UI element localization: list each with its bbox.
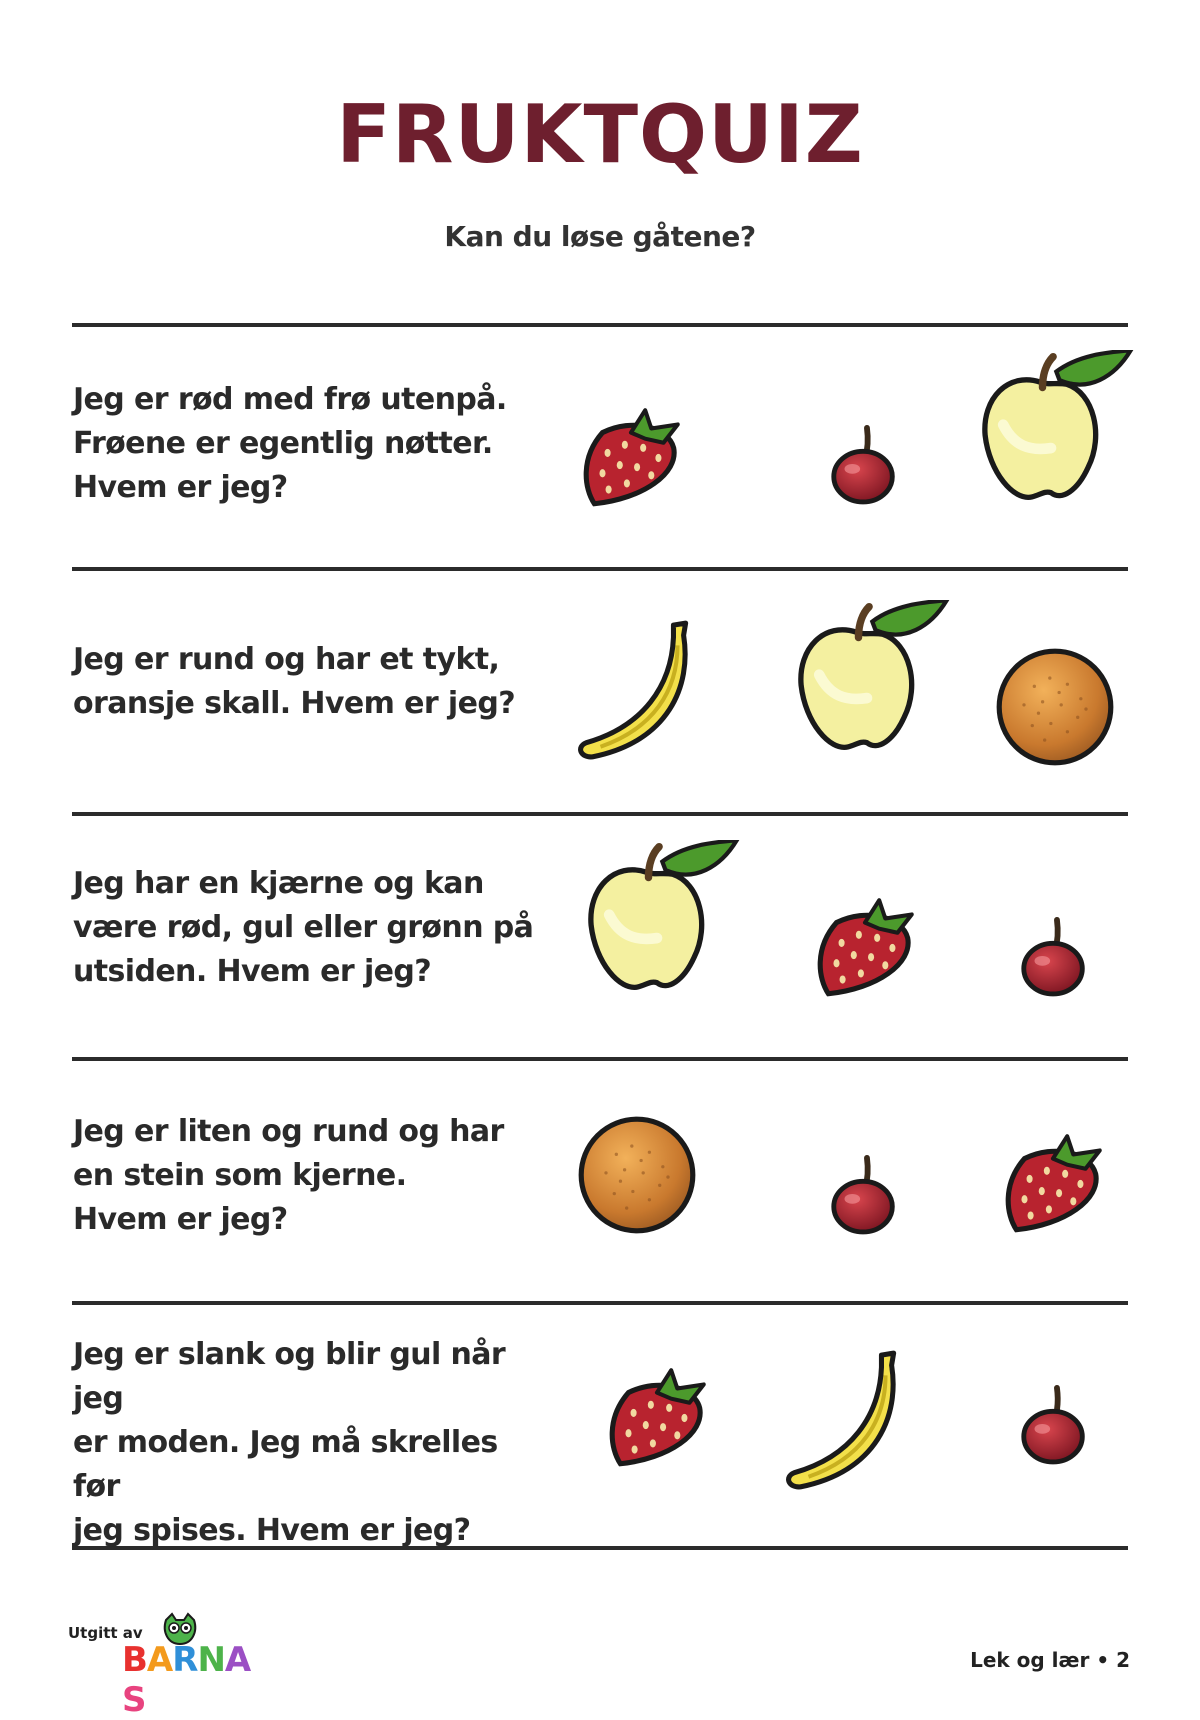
apple-icon[interactable] [572,840,742,1000]
question-5-text: Jeg er slank og blir gul når jeg er moden. Jeg må skrelles før jeg spises. Hvem er jeg? [73,1337,506,1548]
apple-icon[interactable] [782,600,952,760]
divider [72,323,1128,327]
publisher-prefix: Utgitt av [68,1624,143,1642]
cherry-icon[interactable] [1016,1378,1094,1466]
orange-icon[interactable] [993,645,1117,769]
publisher-logo [68,1618,268,1720]
logo-letter: A [224,1640,251,1680]
orange-icon[interactable] [575,1113,699,1237]
question-1-text: Jeg er rød med frø utenpå. Frøene er egentlig nøtter. Hvem er jeg? [73,382,507,505]
strawberry-icon[interactable] [598,1362,720,1474]
divider [72,1057,1128,1061]
cherry-icon[interactable] [826,1148,904,1236]
page-label: Lek og lær • 2 [970,1648,1130,1672]
divider [72,812,1128,816]
question-2-text: Jeg er rund og har et tykt, oransje skall. Hvem er jeg? [73,642,516,721]
banana-icon[interactable] [780,1345,912,1497]
strawberry-icon[interactable] [806,892,928,1004]
cherry-icon[interactable] [1016,910,1094,998]
divider [72,567,1128,571]
strawberry-icon[interactable] [994,1128,1116,1240]
logo-letter: S [122,1680,146,1720]
logo-letter: N [197,1640,225,1680]
divider [72,1301,1128,1305]
question-3-text: Jeg har en kjærne og kan være rød, gul eller grønn på utsiden. Hvem er jeg? [73,866,534,989]
strawberry-icon[interactable] [572,402,694,514]
page-title: FRUKTQUIZ [336,88,864,181]
banana-icon[interactable] [572,615,704,767]
page-subtitle: Kan du løse gåtene? [444,220,756,253]
logo-letter: A [146,1640,173,1680]
publisher-name [122,1640,268,1720]
logo-letter: B [122,1640,147,1680]
logo-letter: R [172,1640,198,1680]
cherry-icon[interactable] [826,418,904,506]
apple-icon[interactable] [966,350,1136,510]
question-4-text: Jeg er liten og rund og har en stein som kjerne. Hvem er jeg? [73,1114,504,1237]
